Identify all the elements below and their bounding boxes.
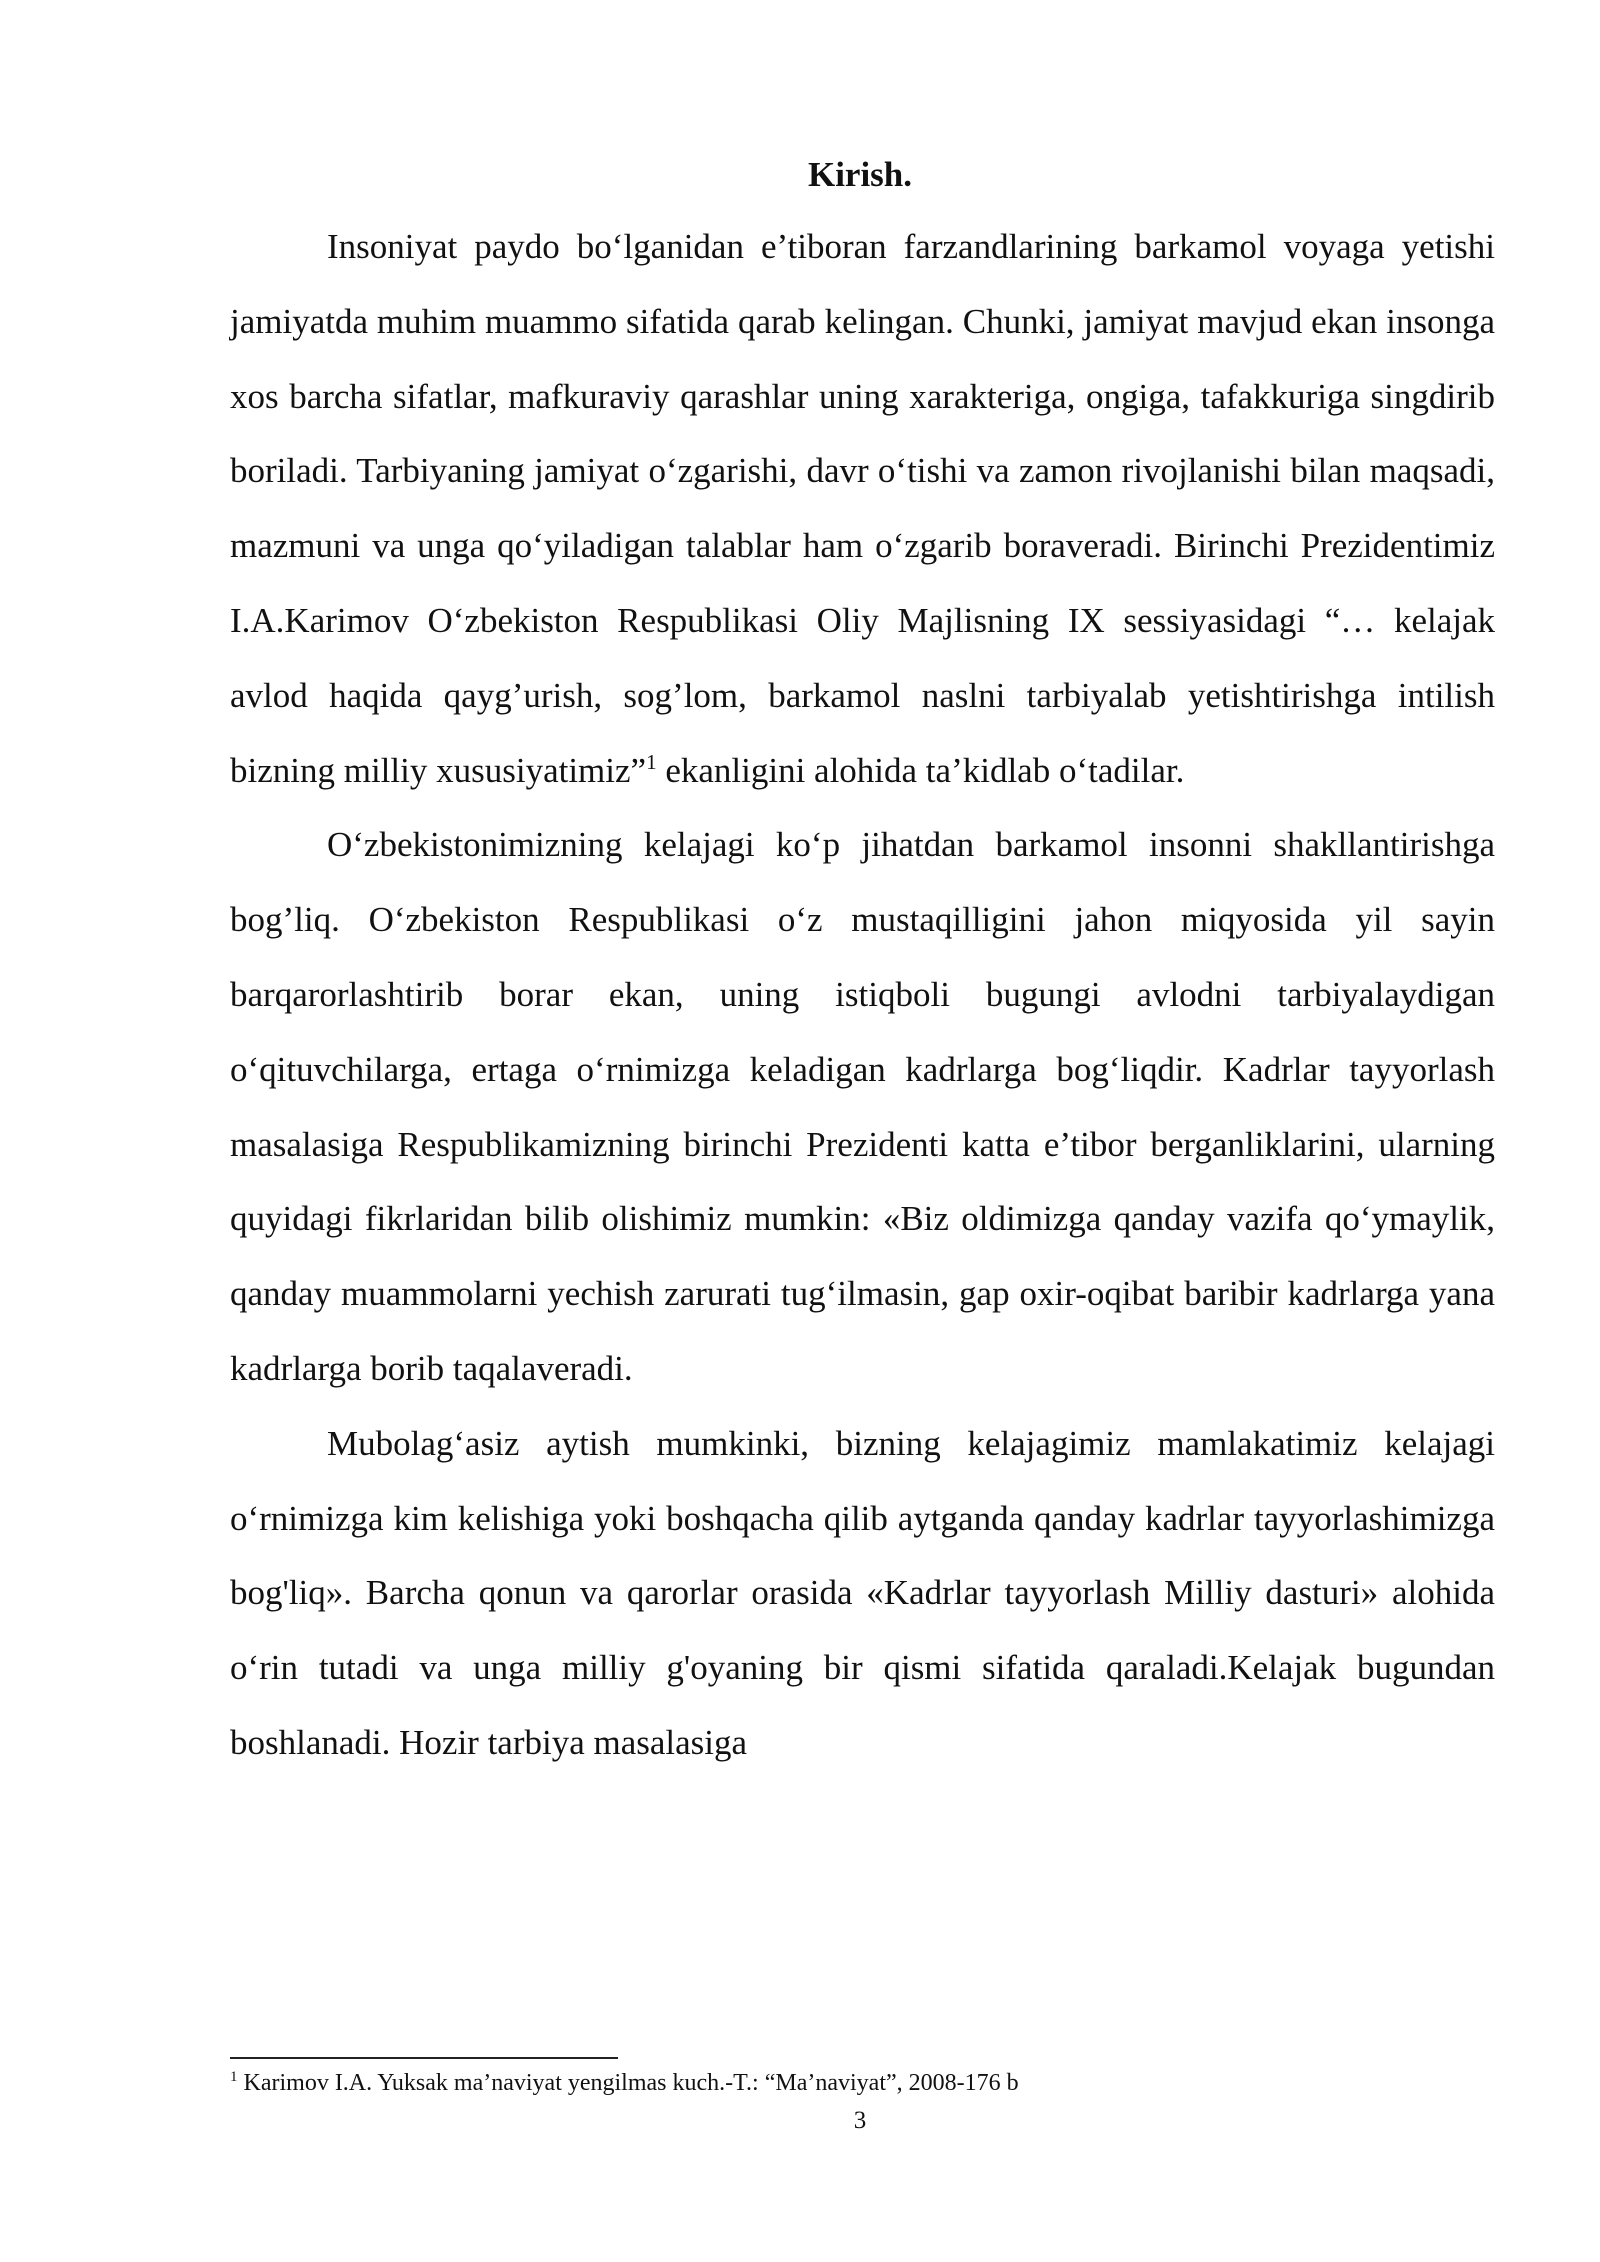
page-number: 3 [853,2107,867,2134]
page-heading: Kirish. [807,155,913,194]
footnote [230,2068,1019,2098]
footnote-text: Karimov I.A. Yuksak ma’naviyat yengilmas kuch.-T.: “Ma’naviyat”, 2008-176 b [237,2070,1019,2096]
footnote-reference: 1 [646,749,657,774]
body-text [230,210,1495,1781]
footnote-separator [230,2057,618,2059]
paragraph-3: Mubolag‘asiz aytish mumkinki, bizning kelajagimiz mamlakatimiz kelajagi o‘rnimizga kim kelishiga yoki boshqacha qilib aytganda qanday kadrlar tayyorlashimizga bog'liq». Barcha qonun va qarorlar orasida «Kadrlar tayyorlash Milliy dasturi» alohida o‘rin tutadi va unga milliy g'oyaning bir qismi sifatida qaraladi.Kelajak bugundan boshlanadi. Hozir tarbiya masalasiga [230,1423,1495,1762]
paragraph-1-text-continued: ekanligini alohida ta’kidlab o‘tadilar. [656,750,1185,790]
paragraph-2: O‘zbekistonimizning kelajagi ko‘p jihatdan barkamol insonni shakllantirishga bog’liq. O‘zbekiston Respublikasi o‘z mustaqilligini jahon miqyosida yil sayin barqarorlashtirib borar ekan, uning istiqboli bugungi avlodni tarbiyalaydigan o‘qituvchilarga, ertaga o‘rnimizga keladigan kadrlarga bog‘liqdir. Kadrlar tayyorlash masalasiga Respublikamizning birinchi Prezidenti katta e’tibor berganliklarini, ularning quyidagi fikrlaridan bilib olishimiz mumkin: «Biz oldimizga qanday vazifa qo‘ymaylik, qanday muammolarni yechish zarurati tug‘ilmasin, gap oxir-oqibat baribir kadrlarga yana kadrlarga borib taqalaveradi. [230,825,1495,1388]
paragraph-1 [230,210,1495,808]
footnote-marker: 1 [230,2069,238,2085]
paragraph-1-text: Insoniyat paydo bo‘lganidan e’tiboran farzandlarining barkamol voyaga yetishi jamiyatda muhim muammo sifatida qarab kelingan. Chunki, jamiyat mavjud ekan insonga xos barcha sifatlar, mafkuraviy qarashlar uning xarakteriga, ongiga, tafakkuriga singdirib boriladi. Tarbiyaning jamiyat o‘zgarishi, davr o‘tishi va zamon rivojlanishi bilan maqsadi, mazmuni va unga qo‘yiladigan talablar ham o‘zgarib boraveradi. Birinchi Prezidentimiz I.A.Karimov O‘zbekiston Respublikasi Oliy Majlisning IX sessiyasidagi “… kelajak avlod haqida qayg’urish, sog’lom, barkamol naslni tarbiyalab yetishtirishga intilish bizning milliy xususiyatimiz” [230,227,1495,790]
